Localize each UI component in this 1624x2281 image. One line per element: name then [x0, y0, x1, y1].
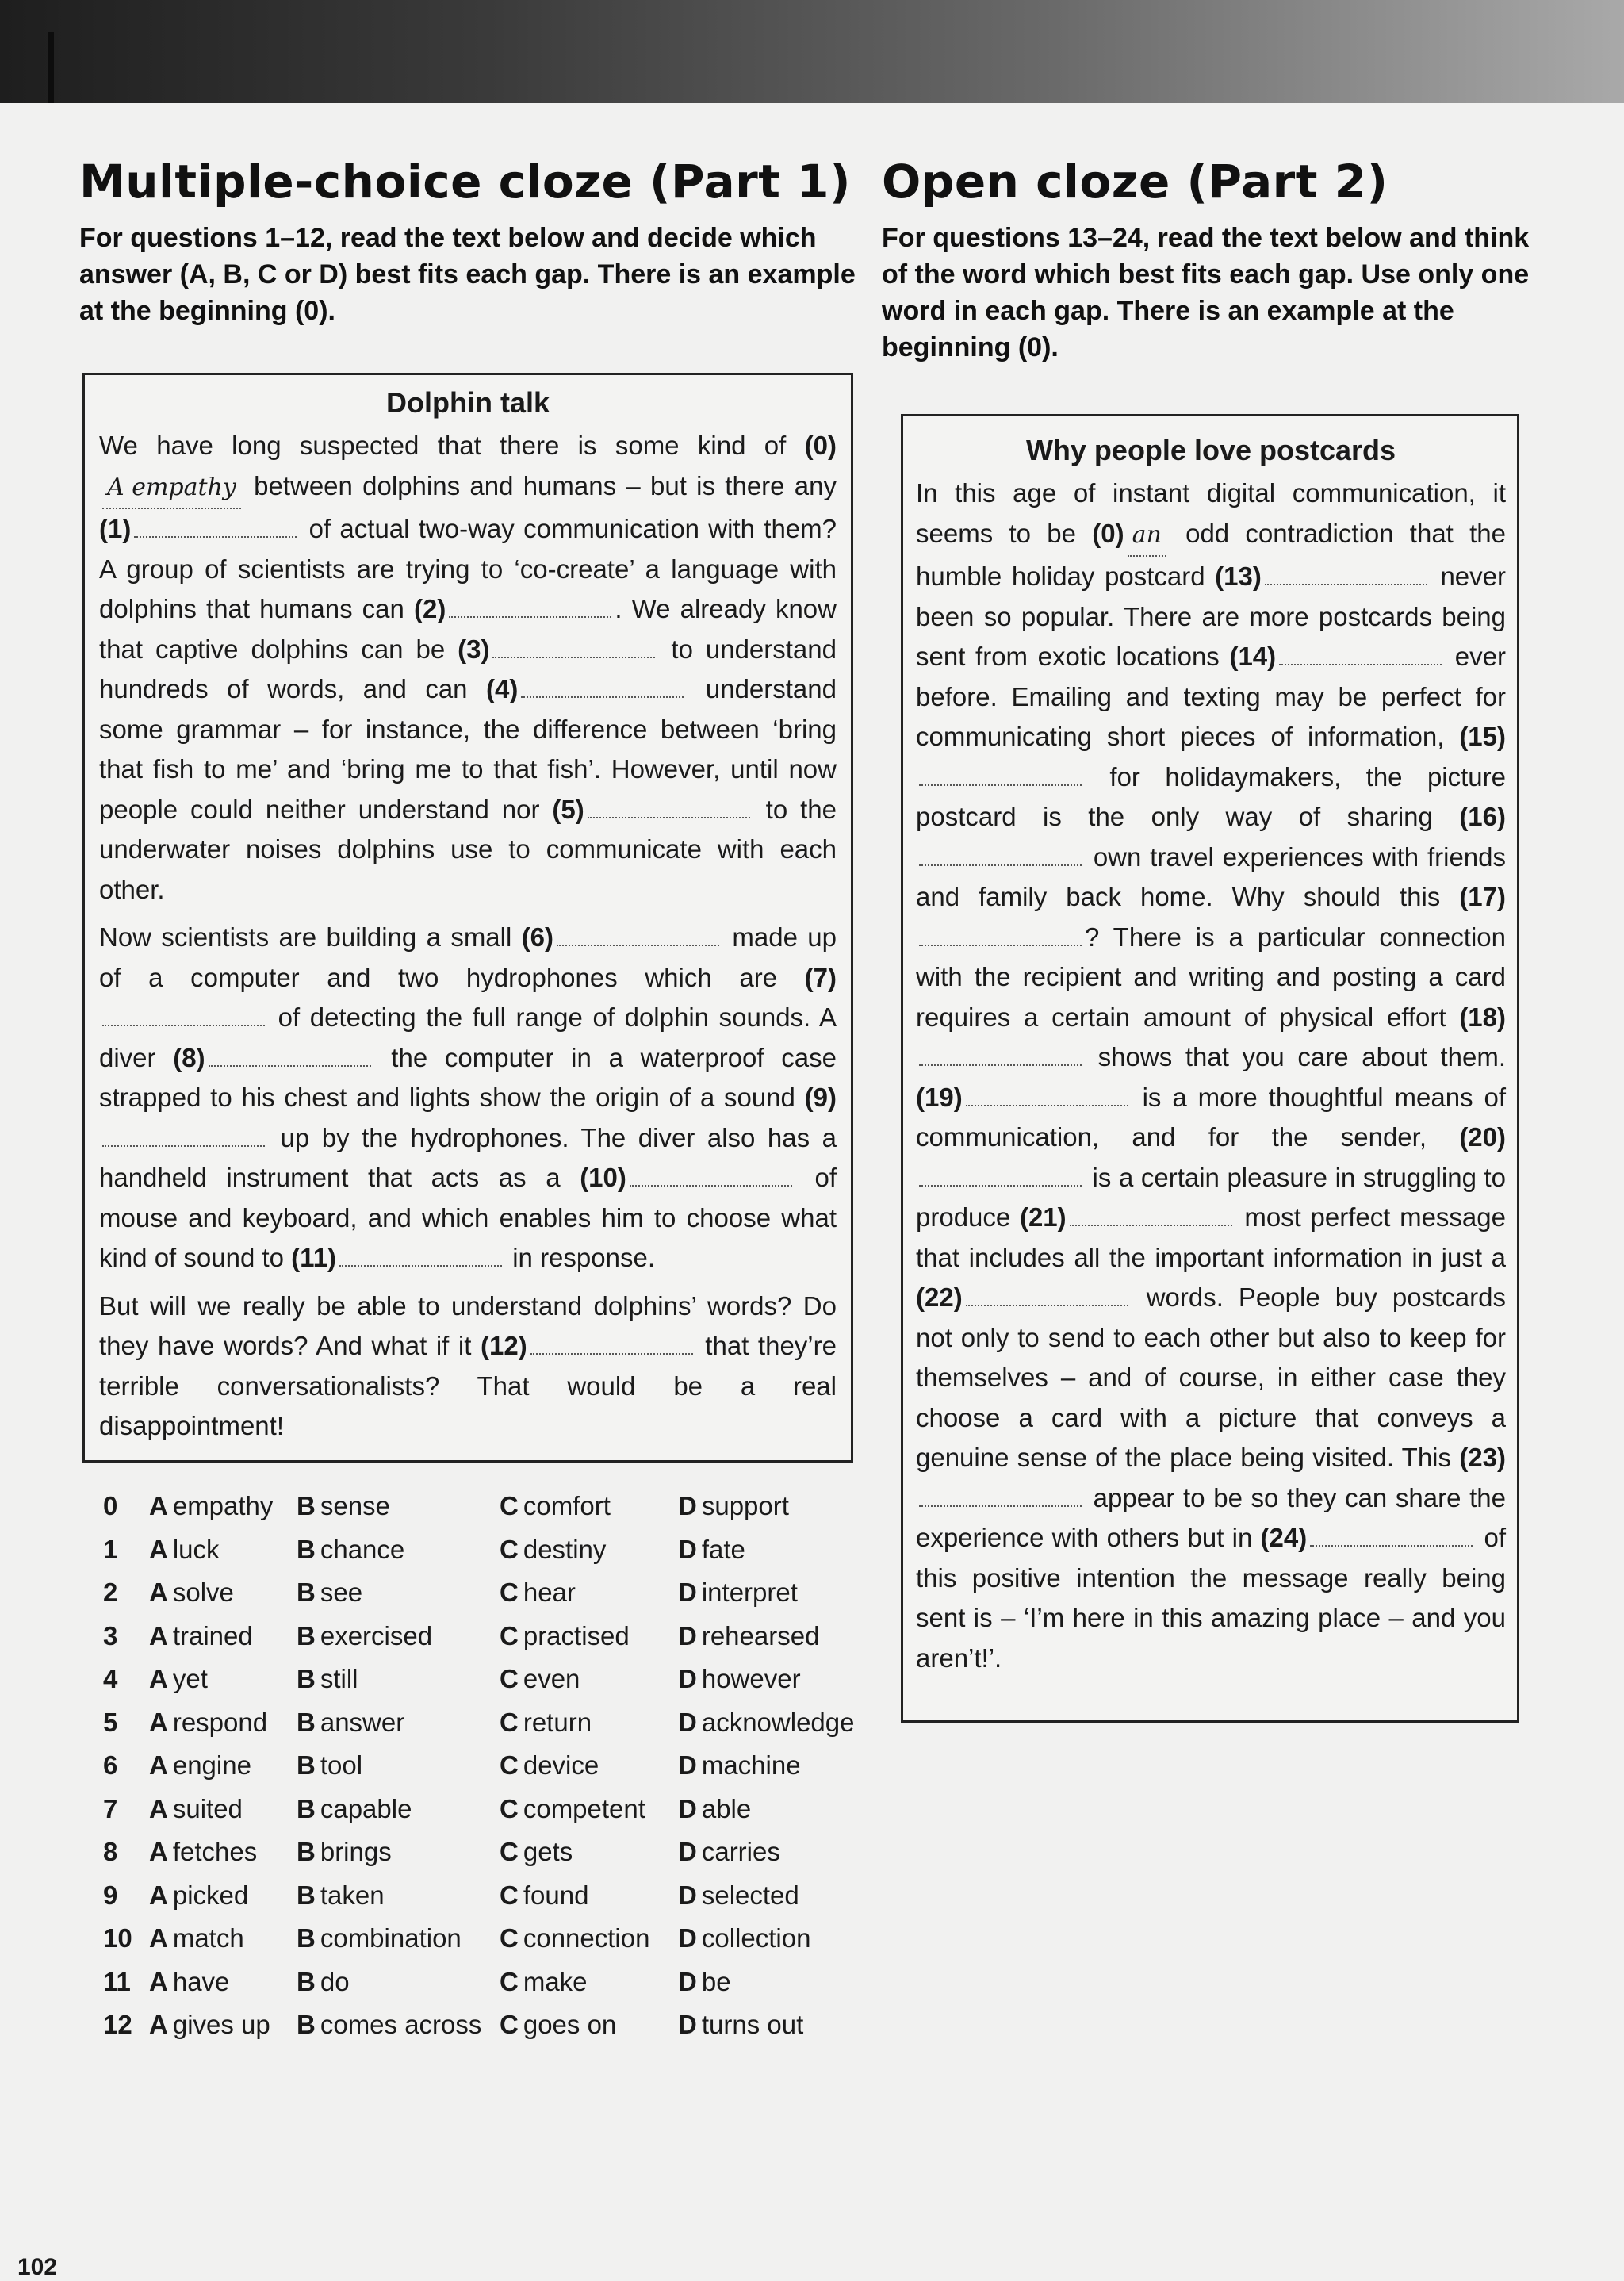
- option-a[interactable]: A match: [149, 1923, 244, 1953]
- gap-number: (17): [1459, 882, 1506, 911]
- dolphin-talk-textbox: [82, 373, 853, 1463]
- option-row: [103, 1664, 880, 1708]
- gap-number: (24): [1260, 1523, 1308, 1552]
- option-c[interactable]: C gets: [500, 1837, 573, 1866]
- answer-gap[interactable]: [1070, 1224, 1232, 1226]
- answer-gap[interactable]: [134, 535, 297, 538]
- option-d[interactable]: D acknowledge: [678, 1707, 855, 1737]
- passage-paragraph: But will we really be able to understand dolphins’ words? Do they have words? And what if it (12) that they’re terrible conversationalists? That would be a real disappointment!: [99, 1290, 837, 1440]
- answer-gap[interactable]: [102, 1144, 265, 1147]
- answer-gap[interactable]: [919, 1184, 1082, 1187]
- option-row: [103, 1880, 880, 1924]
- header-notch: [48, 32, 54, 103]
- option-row: [103, 2010, 880, 2053]
- option-d[interactable]: D collection: [678, 1923, 811, 1953]
- option-c[interactable]: C competent: [500, 1793, 645, 1823]
- option-a[interactable]: A gives up: [149, 2010, 270, 2039]
- option-row: [103, 1535, 880, 1578]
- header-band: [0, 0, 1624, 103]
- option-question-number: 1: [103, 1534, 118, 1564]
- option-b[interactable]: B chance: [297, 1534, 405, 1564]
- gap-number: (13): [1215, 562, 1262, 591]
- option-a[interactable]: A trained: [149, 1620, 253, 1650]
- option-d[interactable]: D however: [678, 1664, 801, 1693]
- option-b[interactable]: B tool: [297, 1750, 363, 1780]
- option-c[interactable]: C device: [500, 1750, 599, 1780]
- option-a[interactable]: A fetches: [149, 1837, 258, 1866]
- part2-instructions: For questions 13–24, read the text below and think of the word which best fits each gap. Use only one word in each gap. There is an example at the beginning (0).: [882, 223, 1530, 362]
- gap-number: (10): [580, 1163, 626, 1192]
- option-a[interactable]: A luck: [149, 1534, 220, 1564]
- option-d[interactable]: D machine: [678, 1750, 801, 1780]
- gap-number: (1): [99, 514, 132, 543]
- option-question-number: 4: [103, 1664, 118, 1693]
- gap-number: (7): [804, 962, 837, 992]
- answer-gap[interactable]: [919, 784, 1082, 786]
- option-question-number: 11: [103, 1966, 131, 1996]
- option-a[interactable]: A have: [149, 1966, 230, 1996]
- passage-paragraph: We have long suspected that there is some kind of (0)A empathy between dolphins and humans – but is there any (1) of actual two-way communication with them? A group of scientists are trying to ‘co-create’ a language with dolphins that humans can (2) . We already know that captive dolphins can be (3) to understand hundreds of words, and can (4) understand some grammar – for instance, the difference between ‘bring that fish to me’ and ‘bring me to that fish’. However, until now people could neither understand nor (5) to the underwater noises dolphins use to communicate with each other.: [99, 431, 837, 904]
- option-d[interactable]: D be: [678, 1966, 731, 1996]
- option-c[interactable]: C goes on: [500, 2010, 617, 2039]
- option-a[interactable]: A yet: [149, 1664, 208, 1693]
- answer-gap[interactable]: [966, 1304, 1128, 1306]
- example-answer: A empathy: [102, 468, 241, 510]
- option-b[interactable]: B see: [297, 1578, 363, 1607]
- option-a[interactable]: A respond: [149, 1707, 268, 1737]
- answer-gap[interactable]: [1310, 1544, 1473, 1547]
- gap-number: (2): [414, 594, 446, 623]
- passage-paragraph: Now scientists are building a small (6) made up of a computer and two hydrophones which are (7) of detecting the full range of dolphin sounds. A diver (8) the computer in a waterproof case strapped to his chest and lights show the origin of a sound (9) up by the hydrophones. The diver also has a handheld instrument that acts as a (10) of mouse and keyboard, and which enables him to choose what kind of sound to (11) in response.: [99, 922, 837, 1272]
- option-a[interactable]: A suited: [149, 1793, 243, 1823]
- part1-instructions: For questions 1–12, read the text below and decide which answer (A, B, C or D) best fits each gap. There is an example at the beginning (0).: [79, 223, 856, 326]
- gap-number: (18): [1459, 1002, 1506, 1032]
- option-question-number: 7: [103, 1793, 118, 1823]
- option-d[interactable]: D rehearsed: [678, 1620, 820, 1650]
- option-b[interactable]: B do: [297, 1966, 350, 1996]
- part1-title: Multiple-choice cloze (Part 1): [79, 155, 851, 209]
- gap-number: (6): [521, 922, 554, 952]
- gap-number: (20): [1459, 1122, 1506, 1152]
- option-c[interactable]: C even: [500, 1664, 580, 1693]
- example-answer: an: [1128, 516, 1166, 558]
- option-row: [103, 1578, 880, 1621]
- gap-number: (3): [458, 634, 490, 664]
- passage-paragraph: In this age of instant digital communication, it seems to be (0) an odd contradiction that the humble holiday postcard (13) never been so popular. There are more postcards being sent from exotic locations (14) ever before. Emailing and texting may be perfect for communicating short pieces of information, (15) for holidaymakers, the picture postcard is the only way of sharing (16) own travel experiences with friends and family back home. Why should this (17)? There is a particular connection with the recipient and writing and posting a card requires a certain amount of physical effort (18) shows that you care about them. (19) is a more thoughtful means of communication, and for the sender, (20) is a certain pleasure in struggling to produce (21) most perfect message that includes all the important information in just a (22) words. People buy postcards not only to send to each other but also to keep for themselves – and of course, in either case they choose a card with a picture that conveys a genuine sense of the place being visited. This (23) appear to be so they can share the experience with others but in (24) of this positive intention the message really being sent is – ‘I’m here in this amazing place – and you aren’t!’.: [916, 478, 1507, 1673]
- option-question-number: 6: [103, 1750, 118, 1780]
- answer-gap[interactable]: [521, 696, 684, 698]
- option-c[interactable]: C practised: [500, 1620, 630, 1650]
- part1-header: [79, 155, 856, 329]
- gap-number: (9): [804, 1083, 837, 1112]
- option-row: [103, 1621, 880, 1665]
- gap-number: (15): [1459, 722, 1506, 751]
- option-d[interactable]: D selected: [678, 1880, 799, 1910]
- option-a[interactable]: A empathy: [149, 1491, 274, 1520]
- option-b[interactable]: B comes across: [297, 2010, 482, 2039]
- gap-number: (14): [1229, 642, 1277, 671]
- dolphin-talk-title: Dolphin talk: [386, 386, 550, 419]
- gap-number: (22): [916, 1282, 963, 1312]
- dolphin-talk-passage: [99, 426, 837, 1447]
- option-c[interactable]: C comfort: [500, 1491, 611, 1520]
- option-c[interactable]: C connection: [500, 1923, 650, 1953]
- option-c[interactable]: C return: [500, 1707, 592, 1737]
- option-question-number: 12: [103, 2010, 132, 2039]
- gap-number: (0): [1092, 518, 1124, 548]
- option-d[interactable]: D interpret: [678, 1578, 798, 1607]
- postcards-passage: [916, 473, 1506, 1678]
- option-question-number: 8: [103, 1837, 118, 1866]
- postcards-textbox: [901, 414, 1519, 1723]
- gap-number: (11): [291, 1243, 337, 1272]
- option-b[interactable]: B combination: [297, 1923, 462, 1953]
- gap-number: (23): [1459, 1443, 1506, 1472]
- option-question-number: 10: [103, 1923, 132, 1953]
- option-d[interactable]: D turns out: [678, 2010, 804, 2039]
- answer-gap[interactable]: [919, 1505, 1082, 1507]
- option-c[interactable]: C make: [500, 1966, 588, 1996]
- gap-number: (21): [1019, 1202, 1067, 1232]
- answer-gap[interactable]: [919, 864, 1082, 866]
- option-b[interactable]: B taken: [297, 1880, 385, 1910]
- gap-number: (12): [481, 1331, 527, 1360]
- option-question-number: 9: [103, 1880, 118, 1910]
- gap-number: (5): [552, 794, 584, 824]
- gap-number: (4): [486, 674, 519, 703]
- answer-gap[interactable]: [530, 1352, 693, 1355]
- option-b[interactable]: B sense: [297, 1491, 390, 1520]
- option-a[interactable]: A picked: [149, 1880, 249, 1910]
- option-question-number: 0: [103, 1491, 118, 1520]
- option-d[interactable]: D carries: [678, 1837, 780, 1866]
- answer-gap[interactable]: [966, 1104, 1128, 1106]
- answer-gap[interactable]: [630, 1184, 792, 1187]
- option-row: [103, 1491, 880, 1535]
- option-c[interactable]: C destiny: [500, 1534, 607, 1564]
- answer-options-list: [103, 1491, 880, 2053]
- answer-gap[interactable]: [919, 1064, 1082, 1066]
- option-d[interactable]: D fate: [678, 1534, 745, 1564]
- option-b[interactable]: B brings: [297, 1837, 392, 1866]
- part2-title: Open cloze (Part 2): [882, 155, 1388, 209]
- page-number: 102: [17, 2254, 58, 2280]
- option-row: [103, 1750, 880, 1794]
- option-b[interactable]: B still: [297, 1664, 358, 1693]
- option-b[interactable]: B answer: [297, 1707, 405, 1737]
- answer-gap[interactable]: [102, 1024, 265, 1026]
- option-b[interactable]: B exercised: [297, 1620, 433, 1650]
- option-row: [103, 1923, 880, 1967]
- option-d[interactable]: D able: [678, 1793, 752, 1823]
- option-row: [103, 1708, 880, 1751]
- answer-gap[interactable]: [1279, 663, 1442, 665]
- option-a[interactable]: A engine: [149, 1750, 251, 1780]
- gap-number: (8): [173, 1042, 205, 1072]
- option-c[interactable]: C hear: [500, 1578, 576, 1607]
- gap-number: (19): [916, 1082, 963, 1112]
- option-b[interactable]: B capable: [297, 1793, 412, 1823]
- answer-gap[interactable]: [588, 816, 750, 818]
- option-c[interactable]: C found: [500, 1880, 589, 1910]
- answer-gap[interactable]: [492, 656, 655, 658]
- gap-number: (0): [804, 431, 837, 460]
- option-question-number: 3: [103, 1620, 118, 1650]
- option-row: [103, 1967, 880, 2011]
- option-question-number: 5: [103, 1707, 118, 1737]
- answer-gap[interactable]: [449, 615, 611, 618]
- answer-gap[interactable]: [209, 1064, 371, 1067]
- answer-gap[interactable]: [919, 944, 1082, 946]
- option-row: [103, 1794, 880, 1838]
- part2-header: [882, 155, 1532, 366]
- option-row: [103, 1837, 880, 1880]
- option-d[interactable]: D support: [678, 1491, 789, 1520]
- option-a[interactable]: A solve: [149, 1578, 234, 1607]
- gap-number: (16): [1459, 802, 1506, 831]
- option-question-number: 2: [103, 1578, 118, 1607]
- answer-gap[interactable]: [557, 944, 719, 946]
- answer-gap[interactable]: [1265, 583, 1427, 585]
- postcards-title: Why people love postcards: [1025, 434, 1396, 466]
- answer-gap[interactable]: [339, 1264, 502, 1267]
